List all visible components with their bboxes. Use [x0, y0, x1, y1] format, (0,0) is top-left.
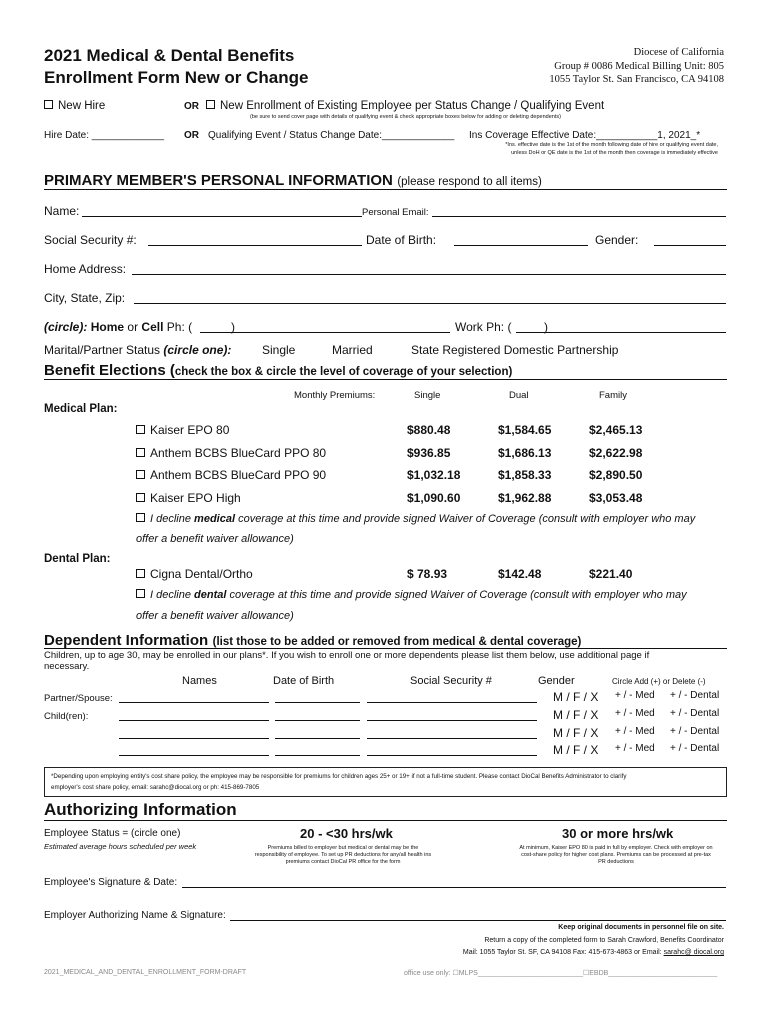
employee-signature-label: Employee's Signature & Date: [44, 877, 178, 888]
dependent-gender-options[interactable]: M / F / X [553, 726, 599, 740]
col-single: Single [414, 390, 441, 401]
medical-dual-price[interactable]: $1,584.65 [498, 423, 552, 437]
home-address-input[interactable] [132, 274, 726, 275]
org-address: 1055 Taylor St. San Francisco, CA 94108 [549, 74, 724, 85]
decline-medical-option[interactable]: I decline medical coverage at this time and provide signed Waiver of Coverage (consult with employer who may [136, 513, 695, 525]
footnote-line2: employer's cost share policy, email: sarahc@diocal.org or ph: 415-869-7805 [51, 784, 260, 791]
or-label: OR [184, 101, 199, 112]
col-dual: Dual [509, 390, 529, 401]
medical-single-price[interactable]: $1,090.60 [407, 491, 461, 505]
dental-family-price[interactable]: $221.40 [589, 567, 633, 581]
col-names: Names [182, 675, 217, 687]
medical-plan-checkbox[interactable] [136, 448, 145, 457]
form-title-line1: 2021 Medical & Dental Benefits [44, 46, 295, 65]
dependent-dob-input[interactable] [275, 755, 360, 756]
or-label-2: OR [184, 130, 199, 141]
primary-heading: PRIMARY MEMBER'S PERSONAL INFORMATION (please respond to all items) [44, 172, 542, 189]
medical-plan-name: Anthem BCBS BlueCard PPO 80 [150, 446, 327, 460]
marital-status-label: Marital/Partner Status (circle one): [44, 343, 232, 357]
dependent-med-add-delete[interactable]: + / - Med [615, 743, 655, 754]
dependent-med-add-delete[interactable]: + / - Med [615, 690, 655, 701]
employee-signature-input[interactable] [182, 887, 726, 888]
dependent-gender-options[interactable]: M / F / X [553, 743, 599, 757]
new-hire-checkbox[interactable] [44, 100, 53, 109]
employer-signature-input[interactable] [230, 920, 726, 921]
ssn-label: Social Security #: [44, 233, 137, 247]
status-option-part-time[interactable]: 20 - <30 hrs/wk [300, 826, 393, 841]
dependent-name-input[interactable] [119, 720, 269, 721]
name-input[interactable] [82, 216, 362, 217]
dental-plan-label: Dental Plan: [44, 553, 111, 565]
benefits-heading: Benefit Elections (check the box & circle the level of coverage of your selection) [44, 362, 513, 379]
medical-plan-checkbox[interactable] [136, 425, 145, 434]
file-name: 2021_MEDICAL_AND_DENTAL_ENROLLMENT_FORM-DRAFT [44, 969, 247, 976]
office-use-only: office use only: ☐MLPS___________________________☐EBDB____________________________ [404, 970, 718, 977]
enrollment-note: (be sure to send cover page with details of qualifying event & check appropriate boxes below for adding or deleting dependents) [250, 114, 561, 120]
form-title-line2: Enrollment Form New or Change [44, 68, 309, 87]
new-enrollment-option[interactable] [206, 100, 604, 112]
home-option[interactable]: Home [90, 320, 125, 334]
personal-email-input[interactable] [432, 216, 726, 217]
city-state-zip-label: City, State, Zip: [44, 291, 126, 305]
decline-dental-option[interactable]: I decline dental coverage at this time and provide signed Waiver of Coverage (consult with employer who may [136, 589, 687, 601]
dob-input[interactable] [454, 245, 588, 246]
new-hire-label: New Hire [58, 100, 106, 112]
medical-plan-name: Anthem BCBS BlueCard PPO 90 [150, 468, 327, 482]
medical-plan-option[interactable] [136, 446, 326, 460]
city-state-zip-input[interactable] [134, 303, 726, 304]
footnote-box [44, 767, 727, 797]
marital-single[interactable]: Single [262, 343, 296, 357]
authorizing-section-rule [44, 820, 727, 821]
work-phone-label: Work Ph: ( [455, 320, 512, 334]
medical-dual-price[interactable]: $1,962.88 [498, 491, 552, 505]
medical-family-price[interactable]: $2,622.98 [589, 446, 643, 460]
dependents-intro-1: Children, up to age 30, may be enrolled in our plans*. If you wish to enroll one or more dependents please list them below, use additional page if [44, 650, 650, 661]
gender-input[interactable] [654, 245, 726, 246]
dependent-ssn-input[interactable] [367, 702, 537, 703]
dependent-gender-options[interactable]: M / F / X [553, 690, 599, 704]
medical-family-price[interactable]: $2,890.50 [589, 468, 643, 482]
email-link[interactable]: sarahc@ diocal.org [663, 949, 724, 956]
employer-signature-label: Employer Authorizing Name & Signature: [44, 910, 226, 921]
col-ssn: Social Security # [410, 675, 492, 687]
monthly-premiums-label: Monthly Premiums: [294, 390, 376, 401]
medical-single-price[interactable]: $936.85 [407, 446, 451, 460]
dob-label: Date of Birth: [366, 233, 437, 247]
col-gender: Gender [538, 675, 575, 687]
medical-plan-name: Kaiser EPO High [150, 491, 241, 505]
decline-dental-line2: offer a benefit waiver allowance) [136, 610, 294, 622]
ssn-input[interactable] [148, 245, 362, 246]
name-label: Name: [44, 204, 80, 218]
medical-single-price[interactable]: $880.48 [407, 423, 451, 437]
gender-label: Gender: [595, 233, 639, 247]
personal-email-label: Personal Email: [362, 207, 429, 218]
medical-plan-option[interactable] [136, 423, 229, 437]
dependent-med-add-delete[interactable]: + / - Med [615, 708, 655, 719]
phone-input[interactable] [200, 332, 450, 333]
medical-dual-price[interactable]: $1,686.13 [498, 446, 552, 460]
work-phone-close-paren: ) [544, 320, 548, 334]
children-label: Child(ren): [44, 711, 89, 722]
medical-plan-name: Kaiser EPO 80 [150, 423, 230, 437]
authorizing-heading: Authorizing Information [44, 800, 237, 819]
dependents-intro-2: necessary. [44, 661, 90, 672]
mail-fax-email: Mail: 1055 Taylor St. SF, CA 94108 Fax: 415-673-4863 or Email: sarahc@ diocal.org [462, 949, 724, 956]
dependent-dental-add-delete[interactable]: + / - Dental [670, 708, 720, 719]
status-option-full-time[interactable]: 30 or more hrs/wk [562, 826, 674, 841]
employee-status-label: Employee Status = (circle one) [44, 828, 181, 839]
dependent-name-input[interactable] [119, 755, 269, 756]
medical-plan-label: Medical Plan: [44, 403, 118, 415]
marital-married[interactable]: Married [332, 343, 373, 357]
medical-plan-option[interactable] [136, 491, 241, 505]
new-enrollment-label: New Enrollment of Existing Employee per Status Change / Qualifying Event [220, 100, 605, 112]
phone-row: (circle): Home or Cell Ph: ( [44, 320, 193, 334]
dependent-dental-add-delete[interactable]: + / - Dental [670, 726, 720, 737]
dependent-med-add-delete[interactable]: + / - Med [615, 726, 655, 737]
decline-dental-checkbox[interactable] [136, 589, 145, 598]
dental-dual-price[interactable]: $142.48 [498, 567, 542, 581]
hire-date-field[interactable]: Hire Date: _____________ [44, 130, 165, 141]
dependent-dob-input[interactable] [275, 702, 360, 703]
dental-single-price[interactable]: $ 78.93 [407, 567, 448, 581]
dependent-ssn-input[interactable] [367, 755, 537, 756]
dental-plan-checkbox[interactable] [136, 569, 145, 578]
org-group: Group # 0086 Medical Billing Unit: 805 [554, 61, 724, 72]
col-add-delete: Circle Add (+) or Delete (-) [612, 677, 706, 686]
dependent-dental-add-delete[interactable]: + / - Dental [670, 743, 720, 754]
footnote-line1: *Depending upon employing entity's cost share policy, the employee may be responsible for premiums for children ages 25+ or 19+ if not a full-time student. Please contact DioCal Benefits Administrator to clarify [51, 773, 627, 780]
part-time-note: Premiums billed to employer but medical or dental may be the responsibility of employee. To set up PR deductions for any/all health ins premiums contact DioCal PR office for the form [254, 845, 432, 865]
medical-dual-price[interactable]: $1,858.33 [498, 468, 552, 482]
dental-plan-option[interactable]: Cigna Dental/Ortho [136, 567, 253, 581]
col-family: Family [599, 390, 627, 401]
dependent-ssn-input[interactable] [367, 720, 537, 721]
effective-note-1: *Ins. effective date is the 1st of the month following date of hire or qualifying event date, [505, 142, 718, 148]
qualifying-event-field[interactable]: Qualifying Event / Status Change Date:_____________ [208, 130, 455, 141]
home-address-label: Home Address: [44, 262, 127, 276]
medical-single-price[interactable]: $1,032.18 [407, 468, 461, 482]
effective-note-2: unless DoH or QE date is the 1st of the month then coverage is immediately effective [511, 150, 718, 156]
keep-originals-note: Keep original documents in personnel file on site. [558, 924, 724, 931]
col-dob: Date of Birth [273, 675, 335, 687]
decline-medical-line2: offer a benefit waiver allowance) [136, 533, 294, 545]
marital-domestic-partnership[interactable]: State Registered Domestic Partnership [411, 343, 619, 357]
dependent-ssn-input[interactable] [367, 738, 537, 739]
dependent-dental-add-delete[interactable]: + / - Dental [670, 690, 720, 701]
medical-family-price[interactable]: $3,053.48 [589, 491, 643, 505]
medical-plan-checkbox[interactable] [136, 493, 145, 502]
return-copy-note: Return a copy of the completed form to Sarah Crawford, Benefits Coordinator [484, 937, 724, 944]
dependent-dob-input[interactable] [275, 720, 360, 721]
new-hire-option[interactable] [44, 100, 105, 112]
work-phone-input[interactable] [516, 332, 726, 333]
dependent-dob-input[interactable] [275, 738, 360, 739]
dependent-gender-options[interactable]: M / F / X [553, 708, 599, 722]
dependent-name-input[interactable] [119, 738, 269, 739]
medical-plan-option[interactable] [136, 468, 326, 482]
dependents-heading: Dependent Information (list those to be added or removed from medical & dental coverage) [44, 632, 582, 649]
cell-option[interactable]: Cell [141, 320, 164, 334]
new-enrollment-checkbox[interactable] [206, 100, 215, 109]
full-time-note: At minimum, Kaiser EPO 80 is paid in full by employer. Check with employer on cost-share policy for higher cost plans. Premiums can be processed at pre-tax PR deductions [519, 845, 713, 865]
decline-medical-checkbox[interactable] [136, 513, 145, 522]
medical-family-price[interactable]: $2,465.13 [589, 423, 643, 437]
dependent-name-input[interactable] [119, 702, 269, 703]
medical-plan-checkbox[interactable] [136, 470, 145, 479]
partner-label: Partner/Spouse: [44, 693, 113, 704]
phone-close-paren: ) [231, 320, 235, 334]
org-name: Diocese of California [633, 47, 724, 58]
coverage-effective-field[interactable]: Ins Coverage Effective Date:___________1, 2021_* [469, 130, 701, 141]
estimated-hours-note: Estimated average hours scheduled per week [44, 842, 197, 851]
